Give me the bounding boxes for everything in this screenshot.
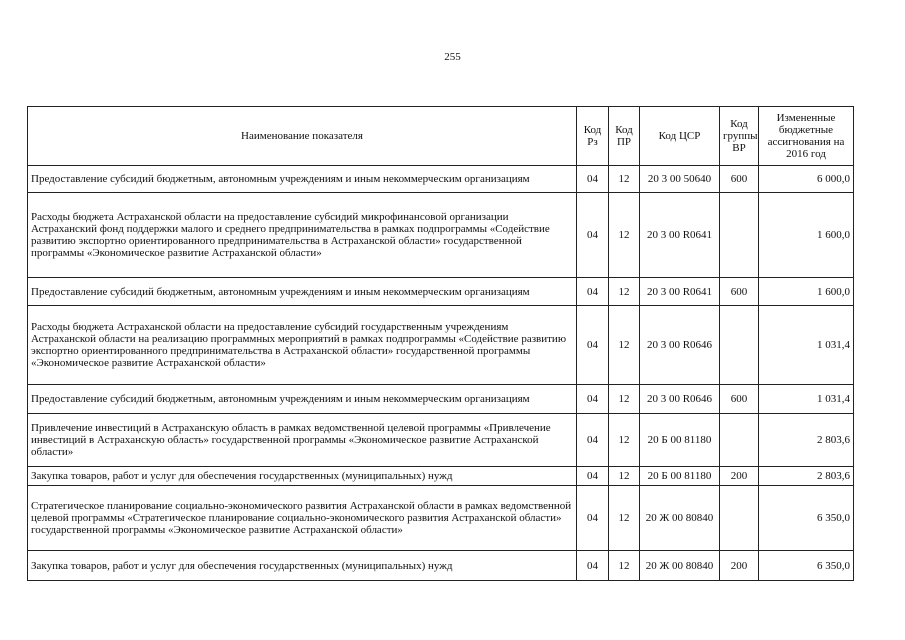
cell-name: Закупка товаров, работ и услуг для обеспечения государственных (муниципальных) нужд bbox=[28, 467, 577, 486]
table-row bbox=[28, 306, 854, 385]
cell-name: Предоставление субсидий бюджетным, автономным учреждениям и иным некоммерческим организациям bbox=[28, 278, 577, 306]
cell-rz: 04 bbox=[577, 166, 609, 193]
header-rz: Код Рз bbox=[577, 107, 609, 166]
header-vr: Код группы ВР bbox=[720, 107, 759, 166]
cell-vr bbox=[720, 193, 759, 278]
cell-pr: 12 bbox=[609, 467, 640, 486]
page-number: 255 bbox=[444, 51, 461, 63]
cell-amount: 6 350,0 bbox=[759, 551, 854, 581]
cell-csr: 20 Ж 00 80840 bbox=[640, 551, 720, 581]
cell-pr: 12 bbox=[609, 278, 640, 306]
cell-name: Предоставление субсидий бюджетным, автономным учреждениям и иным некоммерческим организациям bbox=[28, 166, 577, 193]
cell-vr: 600 bbox=[720, 166, 759, 193]
cell-pr: 12 bbox=[609, 193, 640, 278]
cell-csr: 20 Б 00 81180 bbox=[640, 414, 720, 467]
cell-rz: 04 bbox=[577, 193, 609, 278]
cell-rz: 04 bbox=[577, 414, 609, 467]
cell-vr: 600 bbox=[720, 385, 759, 414]
cell-vr bbox=[720, 486, 759, 551]
table-row bbox=[28, 193, 854, 278]
cell-rz: 04 bbox=[577, 278, 609, 306]
table-row bbox=[28, 385, 854, 414]
cell-amount: 1 031,4 bbox=[759, 306, 854, 385]
header-name: Наименование показателя bbox=[28, 107, 577, 166]
cell-csr: 20 3 00 R0646 bbox=[640, 385, 720, 414]
cell-csr: 20 Ж 00 80840 bbox=[640, 486, 720, 551]
cell-vr: 200 bbox=[720, 551, 759, 581]
cell-csr: 20 3 00 R0641 bbox=[640, 278, 720, 306]
header-csr: Код ЦСР bbox=[640, 107, 720, 166]
cell-name: Предоставление субсидий бюджетным, автономным учреждениям и иным некоммерческим организациям bbox=[28, 385, 577, 414]
cell-amount: 1 600,0 bbox=[759, 193, 854, 278]
cell-csr: 20 3 00 R0641 bbox=[640, 193, 720, 278]
cell-amount: 6 000,0 bbox=[759, 166, 854, 193]
cell-amount: 1 600,0 bbox=[759, 278, 854, 306]
cell-amount: 1 031,4 bbox=[759, 385, 854, 414]
budget-table bbox=[27, 106, 854, 581]
header-amount: Измененные бюджетные ассигнования на 2016 год bbox=[759, 107, 854, 166]
cell-pr: 12 bbox=[609, 486, 640, 551]
cell-amount: 6 350,0 bbox=[759, 486, 854, 551]
cell-pr: 12 bbox=[609, 414, 640, 467]
cell-vr: 600 bbox=[720, 278, 759, 306]
table-row bbox=[28, 414, 854, 467]
header-pr: Код ПР bbox=[609, 107, 640, 166]
cell-name: Стратегическое планирование социально-экономического развития Астраханской области в рамках ведомственной целевой программы «Стратегическое планирование социально-экономического развития Астраханской области» государственной программы «Экономическое развитие Астраханской области» bbox=[28, 486, 577, 551]
cell-rz: 04 bbox=[577, 385, 609, 414]
cell-vr: 200 bbox=[720, 467, 759, 486]
table-row bbox=[28, 486, 854, 551]
cell-pr: 12 bbox=[609, 551, 640, 581]
cell-pr: 12 bbox=[609, 166, 640, 193]
table-row bbox=[28, 166, 854, 193]
table-header-row bbox=[28, 107, 854, 166]
cell-vr bbox=[720, 414, 759, 467]
cell-name: Расходы бюджета Астраханской области на предоставление субсидий микрофинансовой организации Астраханский фонд поддержки малого и среднего предпринимательства в рамках подпрограммы «Содействие развитию экспортно ориентированного предпринимательства в Астраханской области» государственной программы «Экономическое развитие Астраханской области» bbox=[28, 193, 577, 278]
table-row bbox=[28, 551, 854, 581]
table-row bbox=[28, 467, 854, 486]
cell-csr: 20 3 00 R0646 bbox=[640, 306, 720, 385]
cell-rz: 04 bbox=[577, 467, 609, 486]
cell-name: Расходы бюджета Астраханской области на предоставление субсидий государственным учреждениям Астраханской области на реализацию программных мероприятий в рамках подпрограммы «Содействие развитию экспортно ориентированного предпринимательства в Астраханской области» государственной программы «Экономическое развитие Астраханской области» bbox=[28, 306, 577, 385]
cell-rz: 04 bbox=[577, 306, 609, 385]
cell-pr: 12 bbox=[609, 385, 640, 414]
cell-amount: 2 803,6 bbox=[759, 414, 854, 467]
cell-amount: 2 803,6 bbox=[759, 467, 854, 486]
cell-pr: 12 bbox=[609, 306, 640, 385]
cell-name: Привлечение инвестиций в Астраханскую область в рамках ведомственной целевой программы «Привлечение инвестиций в Астраханскую область» государственной программы «Экономическое развитие Астраханской области» bbox=[28, 414, 577, 467]
cell-vr bbox=[720, 306, 759, 385]
table-row bbox=[28, 278, 854, 306]
cell-rz: 04 bbox=[577, 486, 609, 551]
cell-csr: 20 Б 00 81180 bbox=[640, 467, 720, 486]
cell-name: Закупка товаров, работ и услуг для обеспечения государственных (муниципальных) нужд bbox=[28, 551, 577, 581]
cell-csr: 20 3 00 50640 bbox=[640, 166, 720, 193]
cell-rz: 04 bbox=[577, 551, 609, 581]
